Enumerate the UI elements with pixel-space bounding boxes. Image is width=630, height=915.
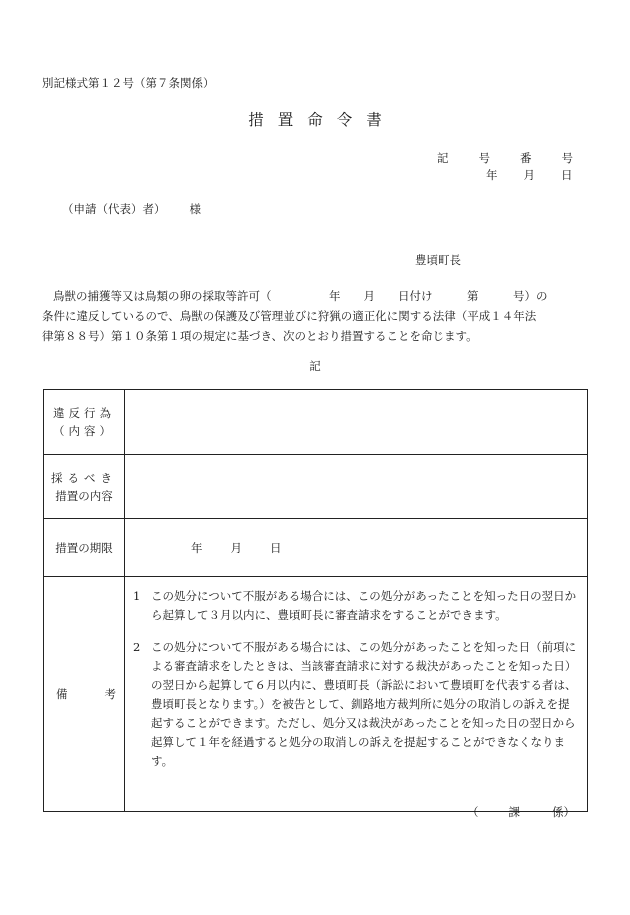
deadline-value	[125, 519, 588, 577]
addressee-line	[62, 201, 201, 217]
violation-label-line1: 違反行為	[53, 406, 115, 420]
measures-label	[44, 455, 125, 519]
measures-content	[125, 455, 588, 519]
body-line-1: 鳥獣の捕獲等又は鳥類の卵の採取等許可（ 年 月 日付け 第 号）の	[53, 289, 548, 303]
footer-open: （	[467, 805, 479, 819]
deadline-year: 年	[191, 540, 203, 555]
table-row-remarks	[44, 577, 588, 812]
go2-label: 号	[561, 151, 573, 165]
remarks-label	[44, 577, 125, 812]
date-day: 日	[561, 168, 573, 182]
addressee-label: （申請（代表）者）	[62, 202, 166, 216]
form-number: 別記様式第１２号（第７条関係）	[42, 76, 215, 90]
footer-kakari: 係）	[552, 805, 575, 819]
addressee-honorific: 様	[189, 202, 201, 216]
issuer-name: 豊頃町長	[415, 253, 461, 267]
remarks-label-a: 備	[56, 687, 68, 701]
note-2-number: 2	[133, 640, 141, 654]
document-number-line	[437, 150, 573, 166]
date-year: 年	[486, 168, 498, 182]
note-1-number: 1	[133, 589, 141, 603]
date-month: 月	[523, 168, 535, 182]
body-text	[42, 286, 590, 346]
violation-label	[44, 390, 125, 455]
table-row-violation	[44, 390, 588, 455]
body-line-2: 条件に違反しているので、鳥獣の保護及び管理並びに狩猟の適正化に関する法律（平成１４年法	[42, 309, 537, 323]
table-row-measures	[44, 455, 588, 519]
order-table	[43, 389, 588, 812]
ki-heading: 記	[309, 359, 321, 373]
note-2-text: この処分について不服がある場合には、この処分があったことを知った日（前項による審査請求をしたときは、当該審査請求に対する裁決があったことを知った日）の翌日から起算して６月以内に、豊頃町長（訴訟において豊頃町を代表する者は、豊頃町長となります。）を被告として、釧路地方裁判所に処分の取消しの訴えを提起することができます。ただし、処分又は裁決があったことを知った日の翌日から起算して１年を経過すると処分の取消しの訴えを提起することができなくなります。	[151, 640, 577, 768]
issue-date-line	[486, 167, 573, 183]
body-line-3: 律第８８号）第１０条第１項の規定に基づき、次のとおり措置することを命じます。	[42, 329, 478, 343]
violation-label-line2: （内容）	[53, 424, 115, 438]
table-row-deadline	[44, 519, 588, 577]
note-1	[133, 587, 581, 625]
note-1-text: この処分について不服がある場合には、この処分があったことを知った日の翌日から起算して３月以内に、豊頃町長に審査請求をすることができます。	[151, 589, 577, 622]
department-footer	[467, 804, 575, 820]
measures-label-line2: 措置の内容	[55, 488, 113, 503]
deadline-day: 日	[270, 540, 282, 555]
footer-ka: 課	[508, 805, 520, 819]
deadline-month: 月	[230, 540, 242, 555]
ban-label: 番	[520, 151, 532, 165]
remarks-label-b: 考	[104, 687, 116, 701]
ki-label: 記	[437, 151, 449, 165]
remarks-content	[125, 577, 588, 812]
note-2	[133, 638, 581, 771]
document-title: 措置命令書	[248, 111, 396, 129]
deadline-label: 措置の期限	[44, 519, 125, 577]
go-label: 号	[478, 151, 490, 165]
violation-content	[125, 390, 588, 455]
measures-label-line1: 採るべき	[51, 470, 117, 485]
